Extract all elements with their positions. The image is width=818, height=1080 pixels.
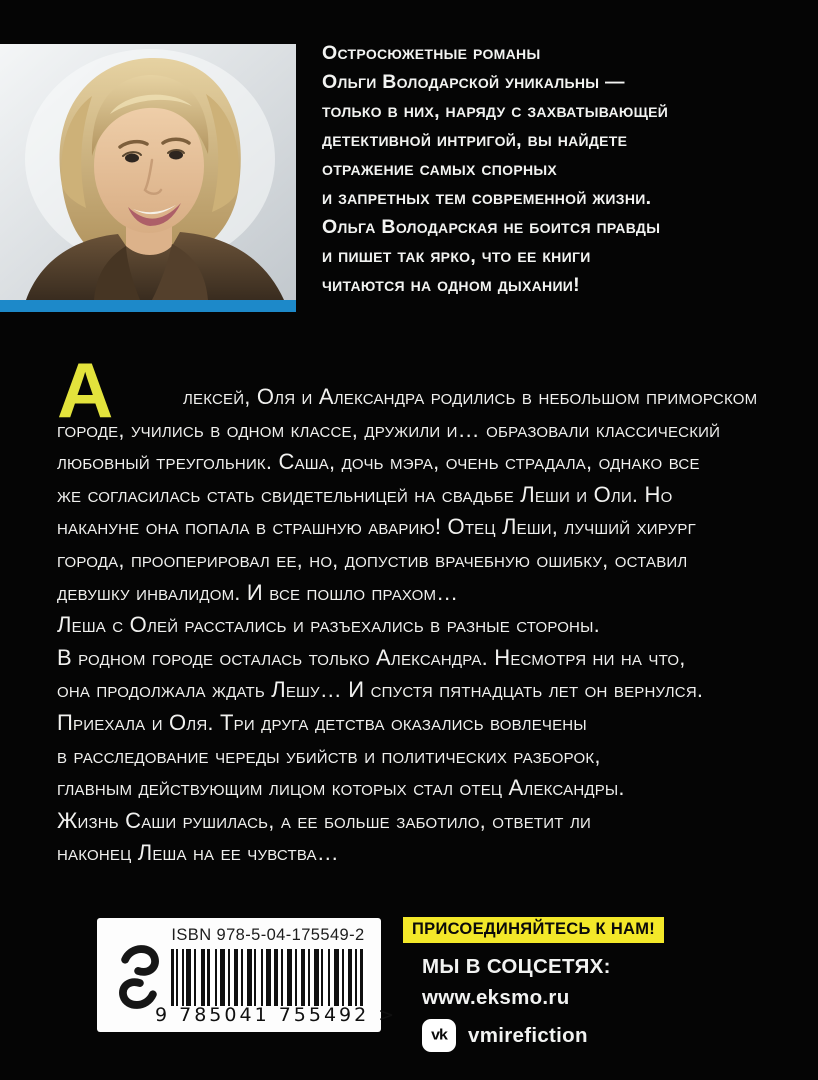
text-line: Остросюжетные романы — [322, 42, 541, 64]
text-line: любовный треугольник. Саша, дочь мэра, очень страдала, однако все — [57, 449, 700, 475]
text-line: Леша с Олей расстались и разъехались в разные стороны. — [57, 612, 600, 638]
photo-accent-bar — [0, 300, 296, 312]
text-line: лексей, Оля и Александра родились в небольшом приморском — [183, 384, 758, 409]
text-line: городе, учились в одном классе, дружили и… образовали классический — [57, 416, 721, 442]
text-line: и пишет так ярко, что ее книги — [322, 245, 591, 267]
isbn-barcode-box — [97, 918, 398, 1032]
author-photo — [0, 44, 296, 300]
text-line: накануне она попала в страшную аварию! Отец Леши, лучший хирург — [57, 514, 696, 540]
text-line: и запретных тем современной жизни. — [322, 187, 652, 209]
text-line: только в них, наряду с захватывающей — [322, 100, 669, 122]
vk-icon-glyph: vk — [431, 1027, 447, 1043]
text-line: Ольга Володарская не боится правды — [322, 216, 661, 238]
ean-barcode — [171, 949, 367, 1006]
social-rows — [422, 955, 733, 1052]
text-line: Жизнь Саши рушилась, а ее больше заботило, ответит ли — [57, 807, 591, 833]
social-heading: МЫ В СОЦСЕТЯХ: — [422, 955, 611, 978]
text-line: отражение самых спорных — [322, 158, 558, 180]
text-line: она продолжала ждать Лешу… И спустя пятнадцать лет он вернулся. — [57, 677, 704, 703]
text-line: же согласилась стать свидетельницей на свадьбе Леши и Оли. Но — [57, 481, 673, 507]
publisher-website: www.eksmo.ru — [422, 986, 570, 1009]
text-line: девушку инвалидом. И все пошло прахом… — [57, 579, 459, 605]
text-line: В родном городе осталась только Александра. Несмотря ни на что, — [57, 644, 686, 670]
text-line: главным действующим лицом которых стал отец Александры. — [57, 775, 625, 801]
text-line: наконец Леша на ее чувства… — [57, 840, 339, 866]
text-line: Приехала и Оля. Три друга детства оказались вовлечены — [57, 709, 587, 735]
author-portrait-illustration — [0, 44, 296, 300]
vk-handle: vmirefiction — [468, 1023, 588, 1047]
annotation-paragraph — [57, 346, 817, 870]
vk-icon — [422, 1019, 456, 1052]
social-block — [403, 917, 733, 1052]
dropcap-letter: А — [57, 346, 114, 434]
text-line: города, прооперировал ее, но, допустив врачебную ошибку, оставил — [57, 546, 688, 572]
join-us-badge: ПРИСОЕДИНЯЙТЕСЬ К НАМ! — [403, 917, 664, 943]
text-line: детективной интригой, вы найдете — [322, 129, 628, 151]
annotation-lines — [57, 381, 817, 870]
isbn-label: ISBN 978-5-04-175549-2 — [171, 926, 365, 944]
intro-text-block — [322, 39, 808, 300]
eksmo-publisher-logo-icon — [113, 940, 165, 1014]
vk-row — [422, 1019, 733, 1052]
text-line: читаются на одном дыхании! — [322, 274, 580, 296]
barcode-digits: 9 785041 755492 > — [155, 1004, 398, 1026]
text-line: Ольги Володарской уникальны — — [322, 71, 625, 93]
text-line: в расследование череды убийств и политических разборок, — [57, 742, 601, 768]
